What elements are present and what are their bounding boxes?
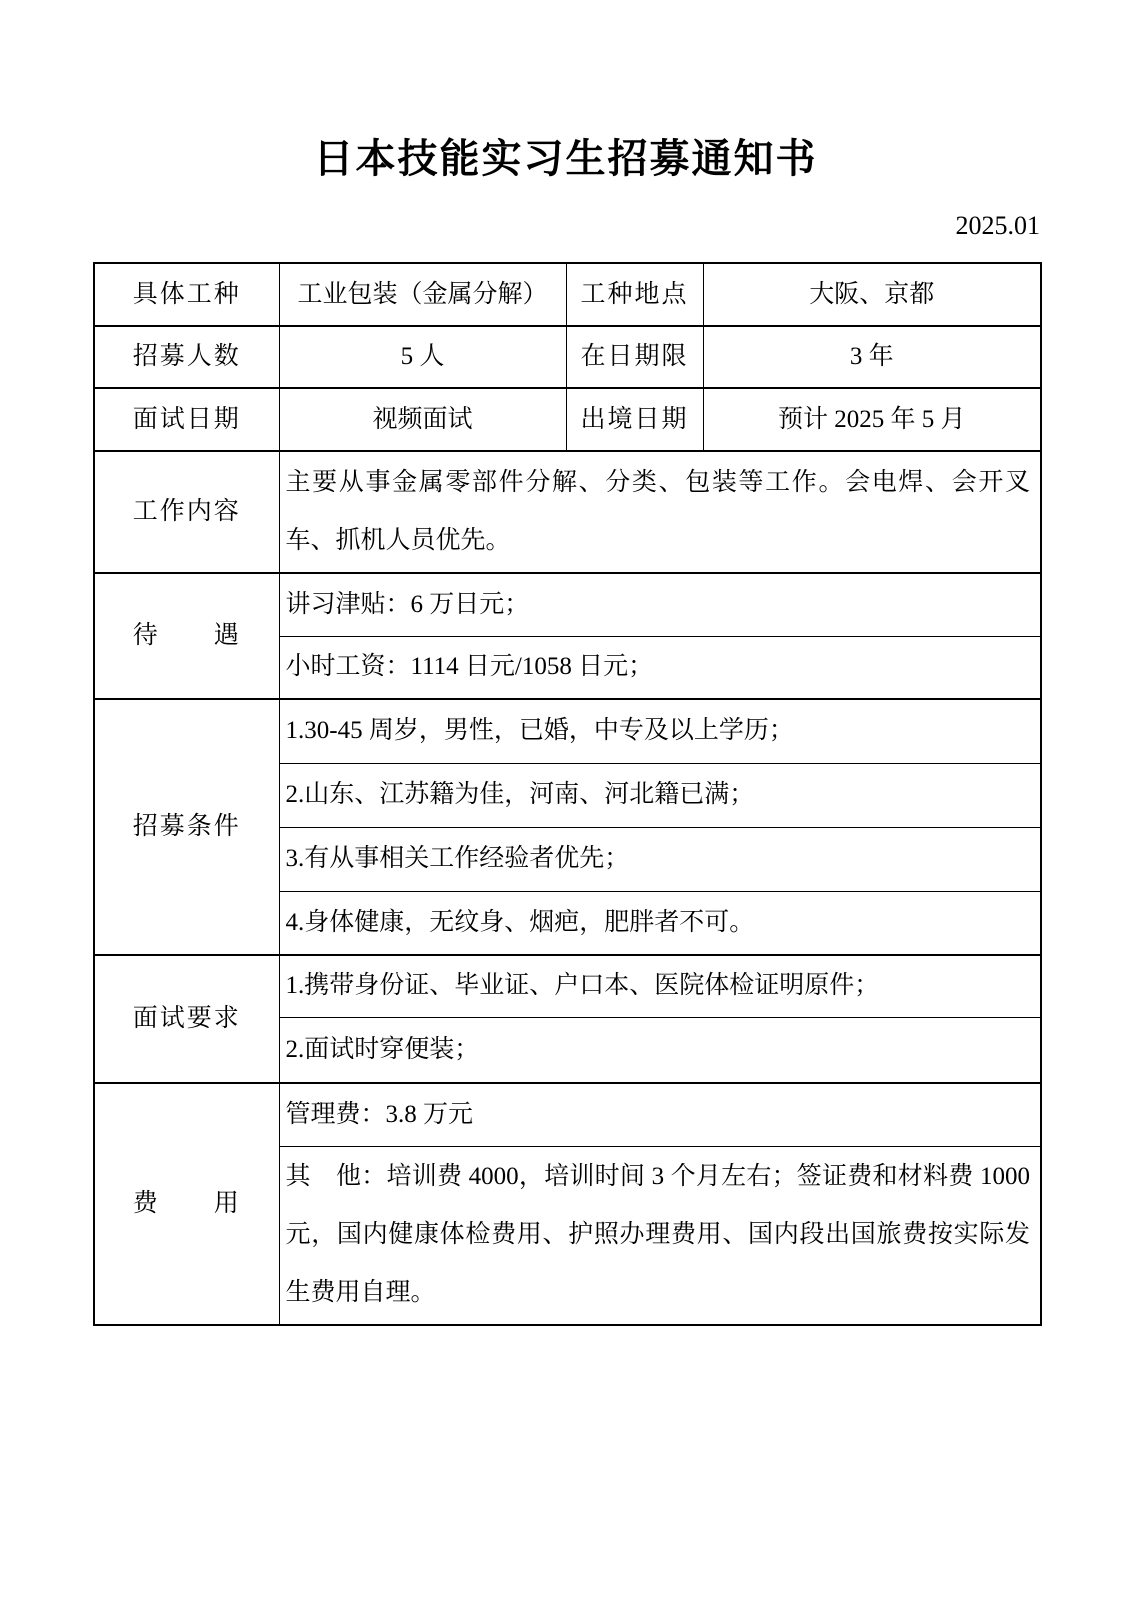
- label-departure-date: 出境日期: [566, 388, 703, 451]
- recruitment-table: [93, 262, 1042, 1326]
- condition-item-1: 1.30-45 周岁，男性，已婚，中专及以上学历；: [279, 699, 1041, 763]
- row-job-type: [94, 263, 1041, 326]
- label-stay-period: 在日期限: [566, 326, 703, 388]
- value-job-location: 大阪、京都: [703, 263, 1041, 326]
- row-requirement-1: [94, 955, 1041, 1017]
- row-work-content: [94, 451, 1041, 573]
- condition-item-2: 2.山东、江苏籍为佳，河南、河北籍已满；: [279, 763, 1041, 827]
- condition-item-4: 4.身体健康，无纹身、烟疤，肥胖者不可。: [279, 891, 1041, 955]
- document-date: 2025.01: [955, 211, 1040, 240]
- value-job-type: 工业包装（金属分解）: [279, 263, 566, 326]
- row-interview-date: [94, 388, 1041, 451]
- label-work-content: 工作内容: [94, 451, 279, 573]
- row-condition-1: [94, 699, 1041, 763]
- document-title: 日本技能实习生招募通知书: [313, 136, 818, 181]
- value-work-content: 主要从事金属零部件分解、分类、包装等工作。会电焊、会开叉车、抓机人员优先。: [279, 451, 1041, 573]
- value-departure-date: 预计 2025 年 5 月: [703, 388, 1041, 451]
- label-recruit-conditions: 招募条件: [94, 699, 279, 955]
- requirement-item-2: 2.面试时穿便装；: [279, 1017, 1041, 1083]
- fee-item-1: 管理费：3.8 万元: [279, 1083, 1041, 1146]
- value-recruit-count: 5 人: [279, 326, 566, 388]
- row-fee-1: [94, 1083, 1041, 1146]
- label-treatment: 待 遇: [94, 573, 279, 699]
- requirement-item-1: 1.携带身份证、毕业证、户口本、医院体检证明原件；: [279, 955, 1041, 1017]
- label-interview-date: 面试日期: [94, 388, 279, 451]
- row-recruit-count: [94, 326, 1041, 388]
- label-interview-requirements: 面试要求: [94, 955, 279, 1083]
- value-interview-date: 视频面试: [279, 388, 566, 451]
- label-fees: 费 用: [94, 1083, 279, 1325]
- label-job-location: 工种地点: [566, 263, 703, 326]
- treatment-item-2: 小时工资：1114 日元/1058 日元；: [279, 636, 1041, 699]
- condition-item-3: 3.有从事相关工作经验者优先；: [279, 827, 1041, 891]
- value-stay-period: 3 年: [703, 326, 1041, 388]
- fee-item-2: 其 他：培训费 4000，培训时间 3 个月左右；签证费和材料费 1000 元，国内健康体检费用、护照办理费用、国内段出国旅费按实际发生费用自理。: [279, 1146, 1041, 1325]
- treatment-item-1: 讲习津贴：6 万日元；: [279, 573, 1041, 636]
- label-recruit-count: 招募人数: [94, 326, 279, 388]
- label-job-type: 具体工种: [94, 263, 279, 326]
- row-treatment-1: [94, 573, 1041, 636]
